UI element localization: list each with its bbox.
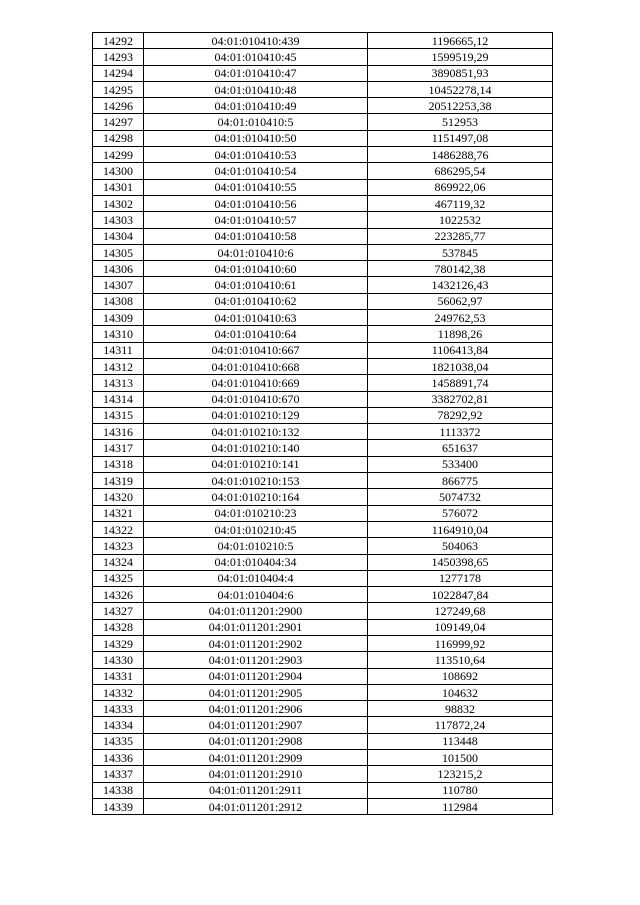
cadastral-number-cell: 04:01:011201:2909 <box>144 750 368 766</box>
cadastral-number-cell: 04:01:011201:2908 <box>144 733 368 749</box>
cadastral-value-cell: 109149,04 <box>368 619 553 635</box>
row-number-cell: 14330 <box>93 652 144 668</box>
table-row <box>93 717 553 733</box>
cadastral-number-cell: 04:01:010410:45 <box>144 49 368 65</box>
row-number-cell: 14321 <box>93 505 144 521</box>
row-number-cell: 14313 <box>93 375 144 391</box>
cadastral-number-cell: 04:01:011201:2904 <box>144 668 368 684</box>
cadastral-value-cell: 113510,64 <box>368 652 553 668</box>
row-number-cell: 14301 <box>93 179 144 195</box>
table-row <box>93 521 553 537</box>
table-row <box>93 456 553 472</box>
cadastral-number-cell: 04:01:010410:64 <box>144 326 368 342</box>
row-number-cell: 14296 <box>93 98 144 114</box>
cadastral-number-cell: 04:01:010410:49 <box>144 98 368 114</box>
table-row <box>93 277 553 293</box>
cadastral-value-cell: 101500 <box>368 750 553 766</box>
cadastral-number-cell: 04:01:011201:2912 <box>144 798 368 814</box>
cadastral-value-cell: 1599519,29 <box>368 49 553 65</box>
cadastral-value-cell: 1113372 <box>368 424 553 440</box>
row-number-cell: 14334 <box>93 717 144 733</box>
cadastral-value-cell: 11898,26 <box>368 326 553 342</box>
table-body <box>93 33 553 815</box>
table-row <box>93 587 553 603</box>
row-number-cell: 14331 <box>93 668 144 684</box>
cadastral-value-table <box>92 32 553 815</box>
table-row <box>93 652 553 668</box>
row-number-cell: 14312 <box>93 358 144 374</box>
cadastral-number-cell: 04:01:010404:34 <box>144 554 368 570</box>
cadastral-value-cell: 651637 <box>368 440 553 456</box>
row-number-cell: 14314 <box>93 391 144 407</box>
table-row <box>93 375 553 391</box>
table-row <box>93 407 553 423</box>
cadastral-value-cell: 537845 <box>368 244 553 260</box>
cadastral-number-cell: 04:01:010210:141 <box>144 456 368 472</box>
row-number-cell: 14329 <box>93 635 144 651</box>
cadastral-value-cell: 123215,2 <box>368 766 553 782</box>
row-number-cell: 14315 <box>93 407 144 423</box>
cadastral-value-cell: 127249,68 <box>368 603 553 619</box>
cadastral-number-cell: 04:01:011201:2906 <box>144 701 368 717</box>
table-row <box>93 570 553 586</box>
cadastral-value-cell: 1486288,76 <box>368 147 553 163</box>
cadastral-value-cell: 1432126,43 <box>368 277 553 293</box>
row-number-cell: 14309 <box>93 310 144 326</box>
row-number-cell: 14299 <box>93 147 144 163</box>
cadastral-value-cell: 504063 <box>368 538 553 554</box>
cadastral-number-cell: 04:01:010410:669 <box>144 375 368 391</box>
table-row <box>93 179 553 195</box>
table-row <box>93 98 553 114</box>
row-number-cell: 14327 <box>93 603 144 619</box>
cadastral-value-cell: 1106413,84 <box>368 342 553 358</box>
row-number-cell: 14319 <box>93 473 144 489</box>
cadastral-value-cell: 512953 <box>368 114 553 130</box>
cadastral-number-cell: 04:01:010410:55 <box>144 179 368 195</box>
cadastral-number-cell: 04:01:011201:2900 <box>144 603 368 619</box>
cadastral-number-cell: 04:01:010410:50 <box>144 130 368 146</box>
row-number-cell: 14311 <box>93 342 144 358</box>
cadastral-value-cell: 1022532 <box>368 212 553 228</box>
cadastral-value-cell: 1458891,74 <box>368 375 553 391</box>
row-number-cell: 14310 <box>93 326 144 342</box>
cadastral-value-cell: 3382702,81 <box>368 391 553 407</box>
table-row <box>93 473 553 489</box>
row-number-cell: 14339 <box>93 798 144 814</box>
cadastral-value-cell: 249762,53 <box>368 310 553 326</box>
cadastral-value-cell: 10452278,14 <box>368 81 553 97</box>
cadastral-value-cell: 78292,92 <box>368 407 553 423</box>
table-row <box>93 326 553 342</box>
row-number-cell: 14316 <box>93 424 144 440</box>
table-row <box>93 733 553 749</box>
row-number-cell: 14307 <box>93 277 144 293</box>
cadastral-value-cell: 110780 <box>368 782 553 798</box>
cadastral-number-cell: 04:01:011201:2910 <box>144 766 368 782</box>
row-number-cell: 14317 <box>93 440 144 456</box>
table-row <box>93 489 553 505</box>
cadastral-number-cell: 04:01:011201:2911 <box>144 782 368 798</box>
cadastral-number-cell: 04:01:010410:5 <box>144 114 368 130</box>
cadastral-value-cell: 576072 <box>368 505 553 521</box>
cadastral-value-cell: 104632 <box>368 684 553 700</box>
cadastral-value-cell: 1277178 <box>368 570 553 586</box>
table-row <box>93 130 553 146</box>
cadastral-number-cell: 04:01:011201:2905 <box>144 684 368 700</box>
row-number-cell: 14305 <box>93 244 144 260</box>
cadastral-number-cell: 04:01:010410:61 <box>144 277 368 293</box>
cadastral-number-cell: 04:01:010410:6 <box>144 244 368 260</box>
cadastral-number-cell: 04:01:010210:140 <box>144 440 368 456</box>
table-row <box>93 195 553 211</box>
table-row <box>93 163 553 179</box>
table-row <box>93 81 553 97</box>
cadastral-value-cell: 866775 <box>368 473 553 489</box>
row-number-cell: 14294 <box>93 65 144 81</box>
row-number-cell: 14326 <box>93 587 144 603</box>
table-row <box>93 635 553 651</box>
table-row <box>93 782 553 798</box>
row-number-cell: 14322 <box>93 521 144 537</box>
cadastral-number-cell: 04:01:010210:5 <box>144 538 368 554</box>
cadastral-number-cell: 04:01:010410:670 <box>144 391 368 407</box>
table-row <box>93 49 553 65</box>
table-row <box>93 65 553 81</box>
cadastral-number-cell: 04:01:010410:53 <box>144 147 368 163</box>
cadastral-number-cell: 04:01:010210:164 <box>144 489 368 505</box>
cadastral-number-cell: 04:01:010410:667 <box>144 342 368 358</box>
table-row <box>93 33 553 49</box>
row-number-cell: 14300 <box>93 163 144 179</box>
cadastral-number-cell: 04:01:010410:57 <box>144 212 368 228</box>
cadastral-number-cell: 04:01:010410:63 <box>144 310 368 326</box>
table-row <box>93 147 553 163</box>
cadastral-value-cell: 780142,38 <box>368 261 553 277</box>
cadastral-number-cell: 04:01:010410:47 <box>144 65 368 81</box>
table-row <box>93 391 553 407</box>
row-number-cell: 14338 <box>93 782 144 798</box>
table-row <box>93 310 553 326</box>
row-number-cell: 14318 <box>93 456 144 472</box>
cadastral-value-cell: 5074732 <box>368 489 553 505</box>
row-number-cell: 14298 <box>93 130 144 146</box>
table-row <box>93 603 553 619</box>
row-number-cell: 14324 <box>93 554 144 570</box>
cadastral-value-cell: 1196665,12 <box>368 33 553 49</box>
cadastral-value-cell: 1821038,04 <box>368 358 553 374</box>
table-row <box>93 538 553 554</box>
cadastral-value-cell: 3890851,93 <box>368 65 553 81</box>
cadastral-value-cell: 533400 <box>368 456 553 472</box>
cadastral-value-cell: 223285,77 <box>368 228 553 244</box>
cadastral-number-cell: 04:01:010210:129 <box>144 407 368 423</box>
table-row <box>93 750 553 766</box>
table-row <box>93 798 553 814</box>
cadastral-number-cell: 04:01:010410:58 <box>144 228 368 244</box>
cadastral-value-cell: 117872,24 <box>368 717 553 733</box>
table-row <box>93 342 553 358</box>
table-row <box>93 358 553 374</box>
row-number-cell: 14306 <box>93 261 144 277</box>
cadastral-number-cell: 04:01:010410:668 <box>144 358 368 374</box>
cadastral-value-cell: 1022847,84 <box>368 587 553 603</box>
cadastral-number-cell: 04:01:010404:6 <box>144 587 368 603</box>
cadastral-value-cell: 108692 <box>368 668 553 684</box>
table-row <box>93 261 553 277</box>
table-row <box>93 440 553 456</box>
row-number-cell: 14308 <box>93 293 144 309</box>
row-number-cell: 14332 <box>93 684 144 700</box>
cadastral-number-cell: 04:01:010410:54 <box>144 163 368 179</box>
cadastral-value-cell: 113448 <box>368 733 553 749</box>
cadastral-number-cell: 04:01:010410:56 <box>144 195 368 211</box>
table-row <box>93 766 553 782</box>
table-row <box>93 212 553 228</box>
table-row <box>93 554 553 570</box>
row-number-cell: 14337 <box>93 766 144 782</box>
cadastral-value-cell: 686295,54 <box>368 163 553 179</box>
row-number-cell: 14293 <box>93 49 144 65</box>
cadastral-number-cell: 04:01:010210:45 <box>144 521 368 537</box>
row-number-cell: 14333 <box>93 701 144 717</box>
cadastral-number-cell: 04:01:010410:48 <box>144 81 368 97</box>
cadastral-value-cell: 112984 <box>368 798 553 814</box>
cadastral-number-cell: 04:01:010210:153 <box>144 473 368 489</box>
row-number-cell: 14303 <box>93 212 144 228</box>
row-number-cell: 14323 <box>93 538 144 554</box>
table-row <box>93 505 553 521</box>
cadastral-number-cell: 04:01:010410:439 <box>144 33 368 49</box>
cadastral-number-cell: 04:01:010404:4 <box>144 570 368 586</box>
cadastral-number-cell: 04:01:010410:60 <box>144 261 368 277</box>
cadastral-number-cell: 04:01:011201:2903 <box>144 652 368 668</box>
row-number-cell: 14297 <box>93 114 144 130</box>
cadastral-value-cell: 869922,06 <box>368 179 553 195</box>
row-number-cell: 14304 <box>93 228 144 244</box>
row-number-cell: 14325 <box>93 570 144 586</box>
table-row <box>93 684 553 700</box>
cadastral-number-cell: 04:01:010210:23 <box>144 505 368 521</box>
cadastral-number-cell: 04:01:011201:2907 <box>144 717 368 733</box>
row-number-cell: 14336 <box>93 750 144 766</box>
cadastral-number-cell: 04:01:010410:62 <box>144 293 368 309</box>
cadastral-value-cell: 56062,97 <box>368 293 553 309</box>
row-number-cell: 14335 <box>93 733 144 749</box>
row-number-cell: 14320 <box>93 489 144 505</box>
cadastral-value-cell: 98832 <box>368 701 553 717</box>
cadastral-value-cell: 116999,92 <box>368 635 553 651</box>
cadastral-number-cell: 04:01:011201:2901 <box>144 619 368 635</box>
cadastral-value-cell: 1151497,08 <box>368 130 553 146</box>
table-row <box>93 701 553 717</box>
cadastral-value-cell: 20512253,38 <box>368 98 553 114</box>
row-number-cell: 14302 <box>93 195 144 211</box>
cadastral-value-cell: 1450398,65 <box>368 554 553 570</box>
table-row <box>93 668 553 684</box>
table-row <box>93 114 553 130</box>
table-row <box>93 424 553 440</box>
cadastral-value-cell: 467119,32 <box>368 195 553 211</box>
table-row <box>93 228 553 244</box>
cadastral-value-cell: 1164910,04 <box>368 521 553 537</box>
row-number-cell: 14292 <box>93 33 144 49</box>
table-row <box>93 619 553 635</box>
cadastral-number-cell: 04:01:011201:2902 <box>144 635 368 651</box>
row-number-cell: 14295 <box>93 81 144 97</box>
table-row <box>93 244 553 260</box>
document-page <box>92 32 553 815</box>
row-number-cell: 14328 <box>93 619 144 635</box>
table-row <box>93 293 553 309</box>
cadastral-number-cell: 04:01:010210:132 <box>144 424 368 440</box>
